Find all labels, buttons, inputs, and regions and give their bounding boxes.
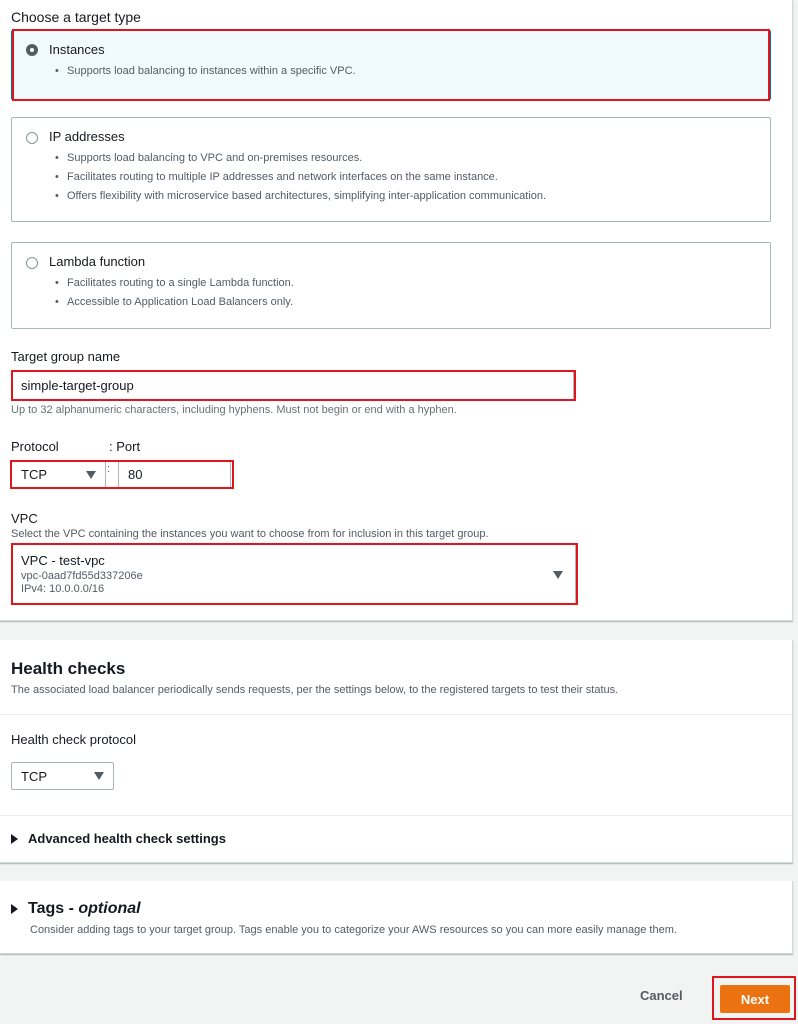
bullet-item: • Supports load balancing to VPC and on-premises resources.: [49, 149, 546, 168]
radio-instances[interactable]: [26, 44, 38, 56]
protocol-port-separator: :: [107, 463, 111, 475]
advanced-health-check-toggle[interactable]: [11, 831, 226, 846]
tags-title-text: Tags -: [28, 900, 79, 917]
bullet-item: • Facilitates routing to a single Lambda function.: [49, 274, 294, 293]
target-group-name-input[interactable]: [11, 371, 574, 400]
tags-toggle[interactable]: [11, 900, 141, 918]
bullet-item: • Accessible to Application Load Balancers only.: [49, 293, 294, 312]
chevron-down-icon: [553, 571, 563, 579]
vpc-select[interactable]: [11, 544, 576, 604]
cancel-button[interactable]: Cancel: [640, 988, 683, 1003]
vpc-name: VPC - test-vpc: [21, 553, 105, 568]
divider: [0, 815, 792, 816]
target-type-option-ip-addresses[interactable]: [11, 117, 771, 222]
port-label: : Port: [109, 439, 141, 454]
divider: [0, 714, 792, 715]
health-checks-description: The associated load balancer periodically sends requests, per the settings below, to the registered targets to test their status.: [11, 684, 619, 696]
option-bullets: [49, 149, 546, 206]
bullet-item: • Offers flexibility with microservice based architectures, simplifying inter-application communication.: [49, 187, 546, 206]
option-title: Lambda function: [49, 254, 146, 269]
target-group-name-hint: Up to 32 alphanumeric characters, including hyphens. Must not begin or end with a hyphen.: [11, 404, 457, 416]
health-check-protocol-value: TCP: [21, 768, 47, 784]
port-value: 80: [128, 467, 143, 482]
option-bullets: [49, 274, 294, 312]
option-bullets: [49, 62, 356, 81]
next-button[interactable]: Next: [720, 985, 790, 1013]
target-group-name-value: simple-target-group: [21, 378, 134, 393]
radio-lambda[interactable]: [26, 257, 38, 269]
vpc-label: VPC: [11, 511, 38, 526]
bullet-item: • Facilitates routing to multiple IP addresses and network interfaces on the same instance.: [49, 168, 546, 187]
target-type-heading: Choose a target type: [11, 9, 141, 25]
protocol-label: Protocol: [11, 439, 59, 454]
health-check-protocol-select[interactable]: [11, 762, 114, 790]
option-title: IP addresses: [49, 129, 125, 144]
bullet-item: • Supports load balancing to instances within a specific VPC.: [49, 62, 356, 81]
target-type-option-lambda[interactable]: [11, 242, 771, 329]
target-type-option-instances[interactable]: [11, 30, 771, 100]
tags-title-optional: optional: [78, 900, 141, 917]
option-title: Instances: [49, 42, 105, 57]
advanced-health-check-label: Advanced health check settings: [28, 831, 226, 846]
radio-ip-addresses[interactable]: [26, 132, 38, 144]
caret-right-icon: [11, 904, 18, 914]
vpc-cidr: IPv4: 10.0.0.0/16: [21, 583, 105, 595]
health-check-protocol-label: Health check protocol: [11, 732, 137, 747]
tags-description: Consider adding tags to your target group. Tags enable you to categorize your AWS resources so you can more easily manage them.: [30, 924, 677, 936]
target-group-name-label: Target group name: [11, 349, 121, 364]
caret-right-icon: [11, 834, 18, 844]
protocol-value: TCP: [21, 467, 47, 482]
health-checks-title: Health checks: [11, 659, 126, 678]
vpc-description: Select the VPC containing the instances you want to choose from for inclusion in this target group.: [11, 528, 489, 540]
chevron-down-icon: [94, 772, 104, 780]
protocol-select[interactable]: [11, 461, 106, 488]
tags-title: [28, 900, 141, 918]
port-input[interactable]: [118, 461, 231, 488]
chevron-down-icon: [86, 471, 96, 479]
vpc-id: vpc-0aad7fd55d337206e: [21, 570, 143, 582]
